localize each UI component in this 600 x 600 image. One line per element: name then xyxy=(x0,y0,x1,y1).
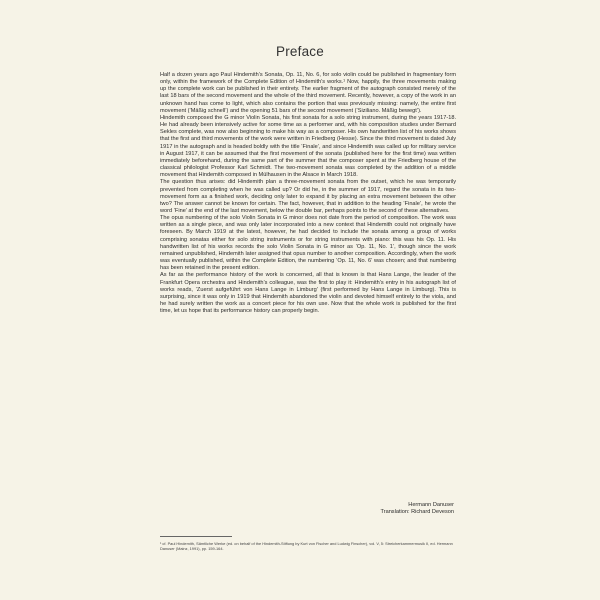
footnote-divider xyxy=(160,536,232,537)
paragraph: The opus numbering of the solo Violin Sonata in G minor does not date from the period of composition. The work was written as a single piece, and was only later incorporated into a new context that Hindemith could not originally have foreseen. By March 1919 at the latest, however, he had decided to include the sonata among a group of works comprising sonatas either for solo string instruments or for string instruments with piano: this was his Op. 11. His handwritten list of his works records the solo Violin Sonata in G minor as ‘Op. 11, No. 1’, though since the work remained unpublished, Hindemith later assigned that opus number to another composition. Accordingly, when the work was eventually published, within the Complete Edition, the numbering ‘Op. 11, No. 6’ was chosen; and that numbering has been retained in the present edition. xyxy=(160,215,456,272)
preface-body xyxy=(160,72,456,315)
paragraph: Hindemith composed the G minor Violin Sonata, his first sonata for a solo string instrument, during the years 1917-18. He had already been intensively active for some time as a performer and, with his composition studies under Bernard Sekles complete, was now also beginning to make his way as a composer. His own handwritten list of his works shows that the first and third movements of the work were written in Friedberg (Hesse). Since the third movement is dated July 1917 in the autograph and is headed boldly with the title ‘Finale’, and since Hindemith was called up for military service in August 1917, it can be assumed that the first movement of the sonata (published here for the first time) was written immediately beforehand, during the same part of the summer that the composer spent at the Friedberg house of the classical philologist Professor Karl Schmidt. The two-movement sonata was completed by the addition of a middle movement that Hindemith composed in Mülhausen in the Alsace in March 1918. xyxy=(160,114,456,179)
signature-block xyxy=(381,502,454,517)
page-title: Preface xyxy=(276,44,324,59)
author-name: Hermann Danuser xyxy=(408,502,454,508)
paragraph: The question thus arises: did Hindemith plan a three-movement sonata from the outset, which he was temporarily prevented from completing when he was called up? Or did he, in the summer of 1917, regard the sonata in its two-movement form as a finished work, deciding only later to expand it by placing an extra movement between the other two? The answer cannot be known for certain. The fact, however, that in addition to the heading ‘Finale’, he wrote the word ‘Fine’ at the end of the last movement, below the double bar, perhaps points to the second of these alternatives. xyxy=(160,179,456,214)
footnote: ¹ cf. Paul Hindemith, Sämtliche Werke (ed. on behalf of the Hindemith-Stiftung by Kurt von Fischer and Ludwig Finscher), vol. V, 5: Streicherkammermusik II, ed. Hermann Danuser (Mainz, 1991), pp. 159-164. xyxy=(160,541,453,551)
translator-credit: Translation: Richard Deveson xyxy=(380,509,454,516)
paragraph: Half a dozen years ago Paul Hindemith’s Sonata, Op. 11, No. 6, for solo violin could be published in fragmentary form only, within the framework of the Complete Edition of Hindemith’s works.¹ Now, happily, the three movements making up the complete work can be published in their entirety. The earlier fragment of the autograph consisted merely of the last 18 bars of the second movement and the whole of the third movement. Recently, however, a copy of the work in an unknown hand has come to light, which also contains the portion that was previously missing: namely, the entire first movement (‘Mäßig schnell’) and the opening 51 bars of the second movement (‘Siziliano. Mäßig bewegt’). xyxy=(160,72,456,114)
paragraph: As far as the performance history of the work is concerned, all that is known is that Hans Lange, the leader of the Frankfurt Opera orchestra and Hindemith’s colleague, was the first to play it: Hindemith’s entry in his autograph list of works reads, ‘Zuerst aufgeführt von Hans Lange in Limburg’ (first performed by Hans Lange in Limburg). This is surprising, since it was only in 1919 that Hindemith abandoned the violin and devoted himself entirely to the viola, and he had surely written the work as a concert piece for his own use. Now that the whole work is published for the first time, let us hope that its performance history can properly begin. xyxy=(160,272,456,315)
